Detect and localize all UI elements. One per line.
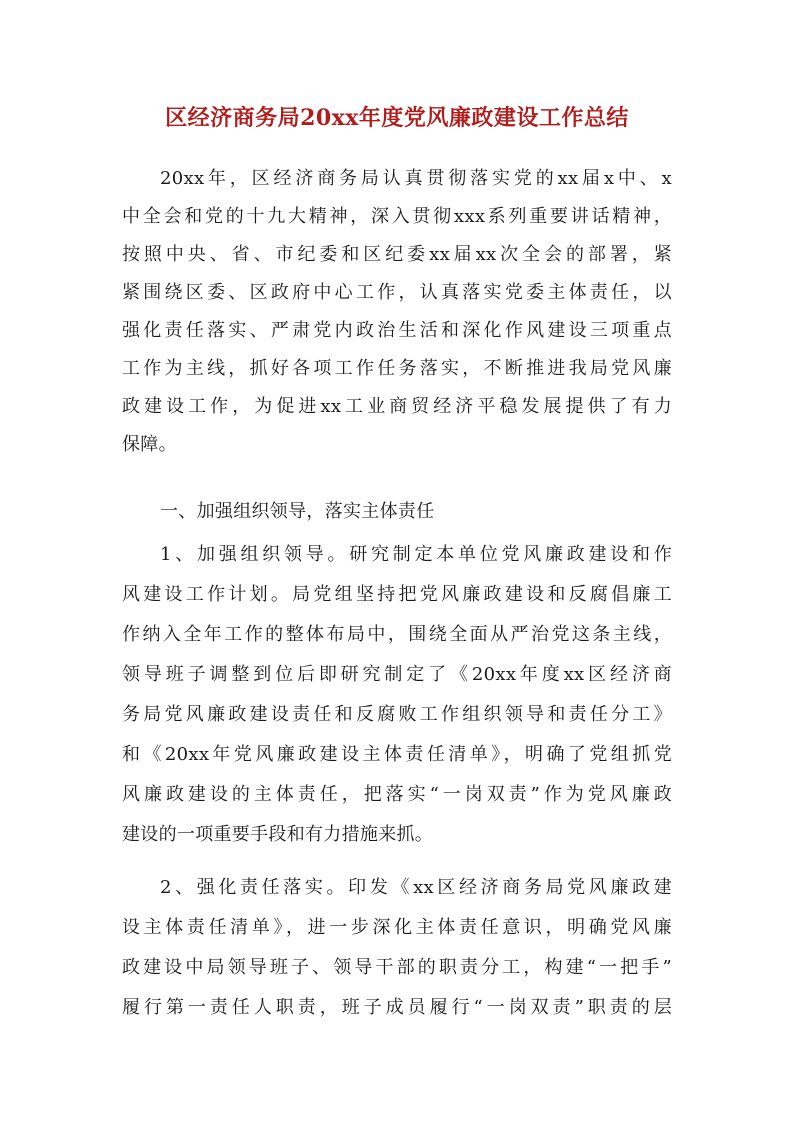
paragraph-line: 工作为主线，抓好各项工作任务落实，不断推进我局党风廉 [122, 358, 672, 379]
paragraph-line: 风建设工作计划。局党组坚持把党风廉政建设和反腐倡廉工 [122, 584, 672, 605]
paragraph-line: 和《20xx年党风廉政建设主体责任清单》，明确了党组抓党 [122, 744, 672, 765]
paragraph-line: 设主体责任清单》，进一步深化主体责任意识，明确党风廉 [122, 917, 672, 938]
paragraph-line: 政建设工作，为促进xx工业商贸经济平稳发展提供了有力 [122, 396, 672, 417]
paragraph-line: 中全会和党的十九大精神，深入贯彻xxx系列重要讲话精神， [122, 206, 672, 227]
paragraph-line: 20xx年，区经济商务局认真贯彻落实党的xx届x中、x [160, 168, 672, 189]
paragraph-line: 政建设中局领导班子、领导干部的职责分工，构建“一把手” [122, 957, 672, 978]
paragraph-line: 紧围绕区委、区政府中心工作，认真落实党委主体责任，以 [122, 282, 672, 303]
paragraph-line: 2、强化责任落实。印发《xx区经济商务局党风廉政建 [160, 877, 672, 898]
paragraph-line: 1、加强组织领导。研究制定本单位党风廉政建设和作 [160, 544, 672, 565]
paragraph-line: 领导班子调整到位后即研究制定了《20xx年度xx区经济商 [122, 664, 672, 685]
paragraph-line: 按照中央、省、市纪委和区纪委xx届xx次全会的部署，紧 [122, 244, 672, 265]
document-title: 区经济商务局20xx年度党风廉政建设工作总结 [165, 105, 629, 131]
paragraph-line: 风廉政建设的主体责任，把落实“一岗双责”作为党风廉政 [122, 784, 672, 805]
paragraph-line: 务局党风廉政建设责任和反腐败工作组织领导和责任分工》 [122, 704, 672, 725]
paragraph-line: 作纳入全年工作的整体布局中，围绕全面从严治党这条主线， [122, 624, 672, 645]
paragraph-line: 保障。 [122, 434, 177, 455]
paragraph-line: 建设的一项重要手段和有力措施来抓。 [122, 824, 434, 845]
section-heading: 一、加强组织领导，落实主体责任 [160, 501, 435, 522]
paragraph-line: 强化责任落实、严肃党内政治生活和深化作风建设三项重点 [122, 320, 672, 341]
paragraph-line: 履行第一责任人职责，班子成员履行“一岗双责”职责的层 [122, 997, 672, 1018]
